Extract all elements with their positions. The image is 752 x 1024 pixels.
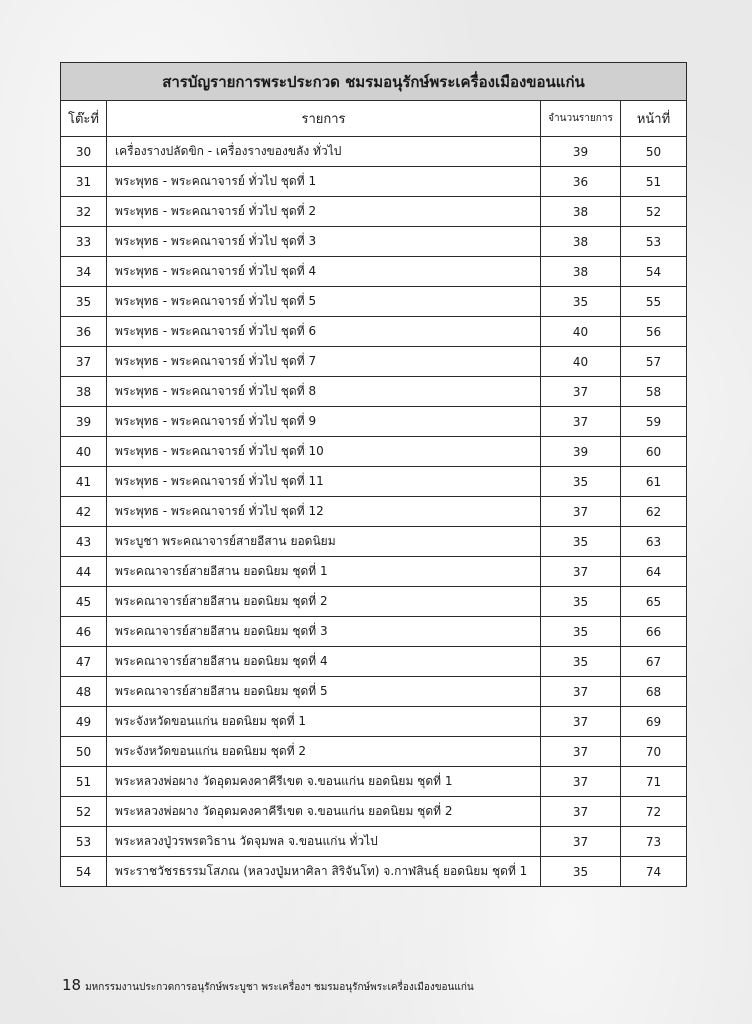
header-item: รายการ [107, 101, 541, 137]
header-count: จำนวนรายการ [541, 101, 621, 137]
row-count: 40 [541, 317, 621, 347]
row-table-no: 52 [61, 797, 107, 827]
row-table-no: 38 [61, 377, 107, 407]
row-count: 38 [541, 257, 621, 287]
table-row [61, 227, 687, 257]
row-count: 38 [541, 197, 621, 227]
row-item: พระคณาจารย์สายอีสาน ยอดนิยม ชุดที่ 3 [107, 617, 541, 647]
row-count: 37 [541, 407, 621, 437]
row-item: พระหลวงพ่อผาง วัดอุดมคงคาคีรีเขต จ.ขอนแก่น ยอดนิยม ชุดที่ 2 [107, 797, 541, 827]
table-row [61, 317, 687, 347]
table-row [61, 587, 687, 617]
row-count: 35 [541, 287, 621, 317]
row-item: พระพุทธ - พระคณาจารย์ ทั่วไป ชุดที่ 9 [107, 407, 541, 437]
table-row [61, 287, 687, 317]
table-row [61, 707, 687, 737]
row-table-no: 53 [61, 827, 107, 857]
row-item: พระคณาจารย์สายอีสาน ยอดนิยม ชุดที่ 1 [107, 557, 541, 587]
row-count: 36 [541, 167, 621, 197]
row-page: 53 [621, 227, 687, 257]
table-row [61, 347, 687, 377]
row-count: 37 [541, 827, 621, 857]
row-count: 37 [541, 377, 621, 407]
row-item: พระพุทธ - พระคณาจารย์ ทั่วไป ชุดที่ 10 [107, 437, 541, 467]
table-row [61, 407, 687, 437]
row-count: 37 [541, 767, 621, 797]
row-page: 73 [621, 827, 687, 857]
row-page: 66 [621, 617, 687, 647]
row-table-no: 42 [61, 497, 107, 527]
row-table-no: 48 [61, 677, 107, 707]
row-page: 71 [621, 767, 687, 797]
table-row [61, 137, 687, 167]
row-page: 70 [621, 737, 687, 767]
row-item: พระพุทธ - พระคณาจารย์ ทั่วไป ชุดที่ 1 [107, 167, 541, 197]
table-row [61, 437, 687, 467]
row-count: 37 [541, 707, 621, 737]
row-page: 56 [621, 317, 687, 347]
row-table-no: 46 [61, 617, 107, 647]
row-count: 38 [541, 227, 621, 257]
row-page: 62 [621, 497, 687, 527]
row-table-no: 30 [61, 137, 107, 167]
row-item: พระคณาจารย์สายอีสาน ยอดนิยม ชุดที่ 2 [107, 587, 541, 617]
row-item: พระบูชา พระคณาจารย์สายอีสาน ยอดนิยม [107, 527, 541, 557]
table-row [61, 197, 687, 227]
table-row [61, 167, 687, 197]
row-count: 35 [541, 647, 621, 677]
table-row [61, 737, 687, 767]
row-item: พระคณาจารย์สายอีสาน ยอดนิยม ชุดที่ 4 [107, 647, 541, 677]
row-count: 37 [541, 797, 621, 827]
row-page: 72 [621, 797, 687, 827]
row-table-no: 51 [61, 767, 107, 797]
row-page: 60 [621, 437, 687, 467]
row-count: 35 [541, 617, 621, 647]
row-item: เครื่องรางปลัดขิก - เครื่องรางของขลัง ทั่วไป [107, 137, 541, 167]
row-item: พระหลวงพ่อผาง วัดอุดมคงคาคีรีเขต จ.ขอนแก่น ยอดนิยม ชุดที่ 1 [107, 767, 541, 797]
row-count: 37 [541, 557, 621, 587]
table-row [61, 557, 687, 587]
row-item: พระพุทธ - พระคณาจารย์ ทั่วไป ชุดที่ 8 [107, 377, 541, 407]
row-page: 55 [621, 287, 687, 317]
row-table-no: 43 [61, 527, 107, 557]
table-row [61, 767, 687, 797]
table-row [61, 797, 687, 827]
page-number: 18 [62, 976, 82, 994]
table-row [61, 647, 687, 677]
table-row [61, 527, 687, 557]
row-item: พระพุทธ - พระคณาจารย์ ทั่วไป ชุดที่ 4 [107, 257, 541, 287]
table-row [61, 857, 687, 887]
table-title: สารบัญรายการพระประกวด ชมรมอนุรักษ์พระเครื่องเมืองขอนแก่น [61, 63, 687, 101]
row-count: 35 [541, 857, 621, 887]
table-row [61, 497, 687, 527]
row-count: 37 [541, 497, 621, 527]
row-table-no: 45 [61, 587, 107, 617]
row-count: 37 [541, 737, 621, 767]
table-header-row [61, 101, 687, 137]
row-table-no: 35 [61, 287, 107, 317]
table-row [61, 617, 687, 647]
row-page: 63 [621, 527, 687, 557]
row-page: 68 [621, 677, 687, 707]
row-table-no: 41 [61, 467, 107, 497]
row-page: 59 [621, 407, 687, 437]
row-page: 50 [621, 137, 687, 167]
row-table-no: 31 [61, 167, 107, 197]
table-row [61, 257, 687, 287]
contents-table [60, 62, 687, 887]
row-item: พระพุทธ - พระคณาจารย์ ทั่วไป ชุดที่ 11 [107, 467, 541, 497]
table-title-row [61, 63, 687, 101]
table-row [61, 467, 687, 497]
row-page: 58 [621, 377, 687, 407]
table-row [61, 827, 687, 857]
row-table-no: 44 [61, 557, 107, 587]
page-footer [62, 976, 474, 995]
row-count: 35 [541, 467, 621, 497]
footer-text: มหกรรมงานประกวดการอนุรักษ์พระบูชา พระเครื่องฯ ชมรมอนุรักษ์พระเครื่องเมืองขอนแก่น [85, 982, 474, 993]
row-page: 67 [621, 647, 687, 677]
row-page: 64 [621, 557, 687, 587]
row-item: พระราชวัชรธรรมโสภณ (หลวงปู่มหาศิลา สิริจันโท) จ.กาฬสินธุ์ ยอดนิยม ชุดที่ 1 [107, 857, 541, 887]
row-count: 39 [541, 137, 621, 167]
row-item: พระพุทธ - พระคณาจารย์ ทั่วไป ชุดที่ 5 [107, 287, 541, 317]
row-item: พระพุทธ - พระคณาจารย์ ทั่วไป ชุดที่ 6 [107, 317, 541, 347]
row-page: 51 [621, 167, 687, 197]
row-table-no: 54 [61, 857, 107, 887]
row-table-no: 40 [61, 437, 107, 467]
row-table-no: 49 [61, 707, 107, 737]
row-page: 69 [621, 707, 687, 737]
row-page: 65 [621, 587, 687, 617]
table-row [61, 377, 687, 407]
row-table-no: 50 [61, 737, 107, 767]
row-item: พระพุทธ - พระคณาจารย์ ทั่วไป ชุดที่ 7 [107, 347, 541, 377]
row-item: พระพุทธ - พระคณาจารย์ ทั่วไป ชุดที่ 2 [107, 197, 541, 227]
row-table-no: 37 [61, 347, 107, 377]
header-page: หน้าที่ [621, 101, 687, 137]
table-row [61, 677, 687, 707]
row-page: 61 [621, 467, 687, 497]
row-item: พระพุทธ - พระคณาจารย์ ทั่วไป ชุดที่ 3 [107, 227, 541, 257]
row-table-no: 36 [61, 317, 107, 347]
row-count: 37 [541, 677, 621, 707]
row-table-no: 32 [61, 197, 107, 227]
row-count: 35 [541, 527, 621, 557]
row-count: 39 [541, 437, 621, 467]
row-item: พระจังหวัดขอนแก่น ยอดนิยม ชุดที่ 2 [107, 737, 541, 767]
row-count: 40 [541, 347, 621, 377]
row-item: พระจังหวัดขอนแก่น ยอดนิยม ชุดที่ 1 [107, 707, 541, 737]
row-table-no: 47 [61, 647, 107, 677]
row-page: 52 [621, 197, 687, 227]
row-page: 54 [621, 257, 687, 287]
row-table-no: 33 [61, 227, 107, 257]
table-body [61, 137, 687, 887]
row-item: พระคณาจารย์สายอีสาน ยอดนิยม ชุดที่ 5 [107, 677, 541, 707]
row-table-no: 34 [61, 257, 107, 287]
row-page: 57 [621, 347, 687, 377]
row-item: พระพุทธ - พระคณาจารย์ ทั่วไป ชุดที่ 12 [107, 497, 541, 527]
header-table-no: โต๊ะที่ [61, 101, 107, 137]
row-page: 74 [621, 857, 687, 887]
row-item: พระหลวงปู่วรพรตวิธาน วัดจุมพล จ.ขอนแก่น ทั่วไป [107, 827, 541, 857]
row-table-no: 39 [61, 407, 107, 437]
row-count: 35 [541, 587, 621, 617]
